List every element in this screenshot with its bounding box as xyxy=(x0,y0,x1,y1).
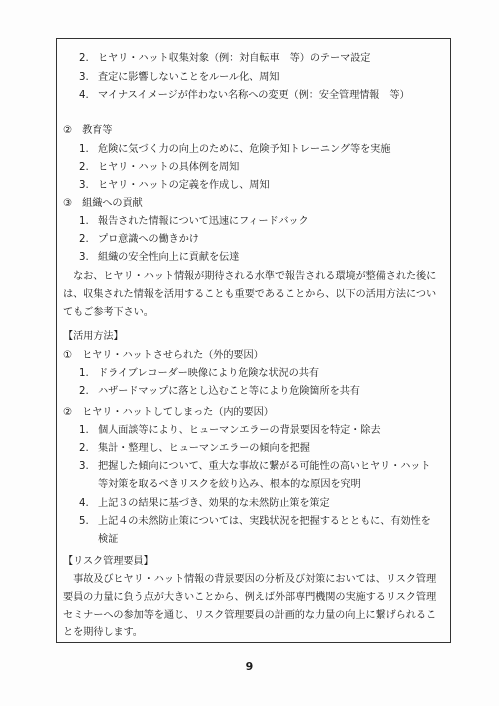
risk-line: セミナーへの参加等を通じ、リスク管理要員の計画的な力量の向上に繋げられるこ xyxy=(63,610,437,621)
list-item: ハザードマップに落とし込むこと等により危険箇所を共有 xyxy=(98,386,360,397)
list-item: 個人面談等により、ヒューマンエラーの背景要因を特定・除去 xyxy=(98,425,381,436)
list-item: 査定に影響しないことをルール化、周知 xyxy=(98,72,280,83)
list-item-continuation: 等対策を取るべきリスクを絞り込み、根本的な原因を究明 xyxy=(98,479,361,490)
list-item: 把握した傾向について、重大な事故に繋がる可能性の高いヒヤリ・ハット xyxy=(98,461,431,472)
list-item-number: 1. xyxy=(79,425,89,436)
risk-line: 事故及びヒヤリ・ハット情報の背景要因の分析及び対策においては、リスク管理 xyxy=(63,574,437,585)
list-item: プロ意識への働きかけ xyxy=(98,234,199,245)
list-item-number: 2. xyxy=(79,234,89,245)
internal-factor-heading: ② ヒヤリ・ハットしてしまった（内的要因） xyxy=(63,407,274,418)
list-item-number: 3. xyxy=(79,252,89,263)
list-item: ヒヤリ・ハットの具体例を周知 xyxy=(98,162,240,173)
list-item: ドライブレコーダー映像により危険な状況の共有 xyxy=(98,368,319,379)
list-item-number: 2. xyxy=(79,53,89,64)
list-item: マイナスイメージが伴わない名称への変更（例：安全管理情報 等） xyxy=(98,90,410,101)
list-item-number: 4. xyxy=(79,498,89,509)
note-line: は、収集された情報を活用することも重要であることから、以下の活用方法につい xyxy=(63,289,437,300)
contribution-heading: ③ 組織への貢献 xyxy=(63,198,143,209)
list-item: 上記３の結果に基づき、効果的な未然防止策を策定 xyxy=(98,498,330,509)
list-item-number: 1. xyxy=(79,368,89,379)
page-number: 9 xyxy=(245,660,254,673)
list-item: 上記４の未然防止策については、実践状況を把握するとともに、有効性を xyxy=(98,516,431,527)
note-line: てもご参考下さい。 xyxy=(63,307,154,318)
list-item: 集計・整理し、ヒューマンエラーの傾向を把握 xyxy=(98,443,310,454)
list-item-number: 2. xyxy=(79,443,89,454)
list-item: 危険に気づく力の向上のために、危険予知トレーニング等を実施 xyxy=(98,144,391,155)
risk-line: とを期待します。 xyxy=(63,627,143,638)
risk-line: 要員の力量に負う点が大きいことから、例えば外部専門機関の実施するリスク管理 xyxy=(63,592,437,603)
list-item-continuation: 検証 xyxy=(98,534,119,545)
list-item-number: 5. xyxy=(79,516,89,527)
list-item: 報告された情報について迅速にフィードバック xyxy=(98,216,309,227)
list-item-number: 2. xyxy=(79,386,89,397)
note-line: なお、ヒヤリ・ハット情報が期待される水準で報告される環境が整備された後に xyxy=(63,271,437,282)
list-item-number: 4. xyxy=(79,90,89,101)
list-item-number: 1. xyxy=(79,144,89,155)
usage-heading: 【活用方法】 xyxy=(63,331,124,342)
list-item-number: 3. xyxy=(79,72,89,83)
external-factor-heading: ① ヒヤリ・ハットさせられた（外的要因） xyxy=(63,350,264,361)
education-heading: ② 教育等 xyxy=(63,125,113,136)
list-item-number: 3. xyxy=(79,180,89,191)
list-item: ヒヤリ・ハットの定義を作成し、周知 xyxy=(98,180,270,191)
risk-heading: 【リスク管理要員】 xyxy=(63,556,154,567)
list-item-number: 3. xyxy=(79,461,89,472)
list-item: ヒヤリ・ハット収集対象（例：対自転車 等）のテーマ設定 xyxy=(98,53,371,64)
list-item-number: 1. xyxy=(79,216,89,227)
list-item-number: 2. xyxy=(79,162,89,173)
list-item: 組織の安全性向上に貢献を伝達 xyxy=(98,252,240,263)
